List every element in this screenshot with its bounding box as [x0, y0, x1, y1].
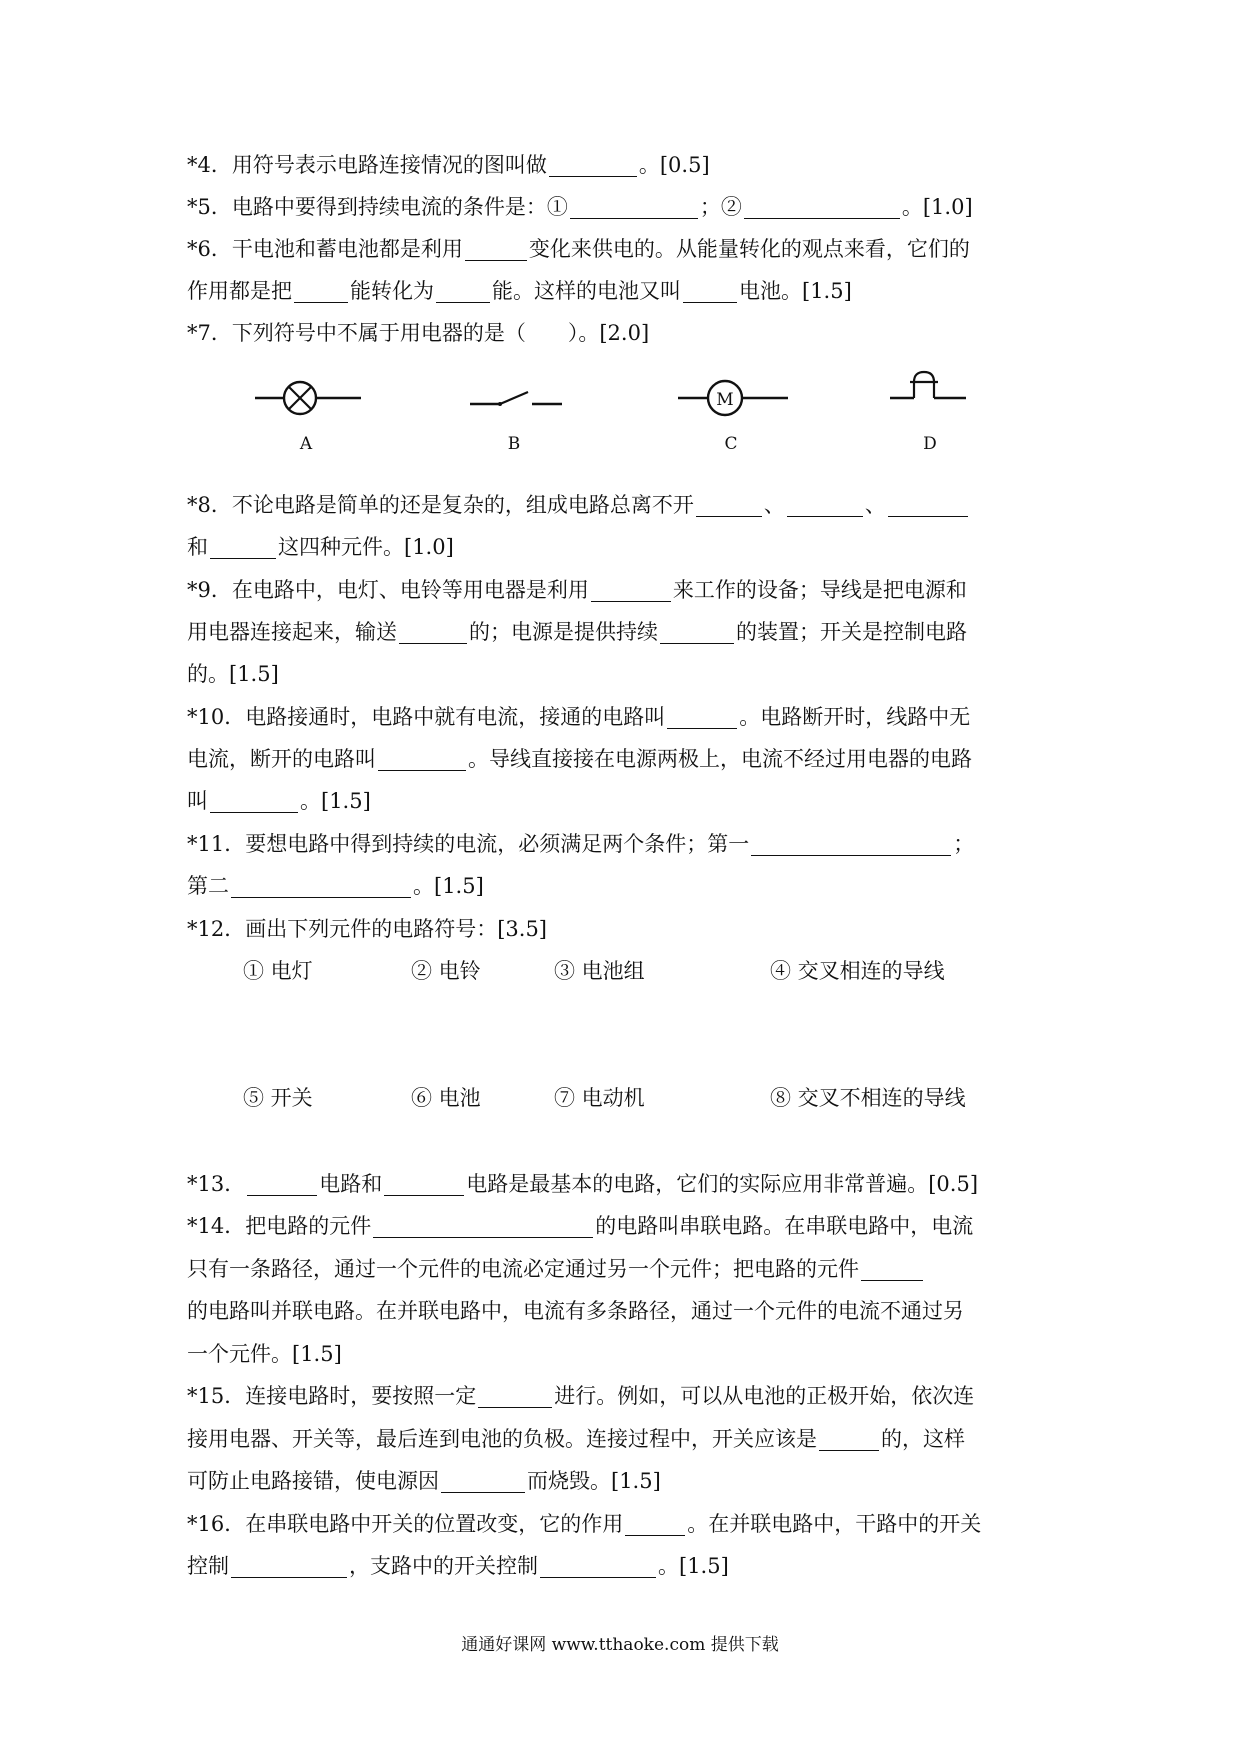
q10-text-6: 。[1.5] — [300, 789, 371, 813]
page-footer: 通通好课网 www.tthaoke.com 提供下载 — [461, 1635, 779, 1655]
q11-blank-2 — [231, 871, 411, 898]
q16-text-2: 。在并联电路中，干路中的开关 — [687, 1512, 982, 1536]
q11-text-4: 。[1.5] — [413, 874, 484, 898]
q16-blank-3 — [540, 1551, 656, 1578]
q13-blank-2 — [384, 1169, 464, 1196]
q4-score: 。[0.5] — [638, 153, 710, 177]
question-14-line-1 — [187, 1206, 1057, 1246]
q15-text-1: *15．连接电路时，要按照一定 — [187, 1384, 477, 1408]
question-7 — [187, 313, 1057, 353]
question-10-line-1 — [187, 697, 1057, 737]
q8-text-1: *8．不论电路是简单的还是复杂的，组成电路总离不开 — [187, 493, 694, 517]
q14-blank-1 — [373, 1211, 593, 1238]
q11-text-2: ； — [953, 832, 975, 856]
q6-text-5: 能。这样的电池又叫 — [492, 279, 681, 303]
q12-title: *12．画出下列元件的电路符号：[3.5] — [187, 917, 548, 941]
question-8-line-2 — [187, 527, 1057, 567]
q8-blank-4 — [210, 532, 276, 559]
q5-blank-2 — [744, 192, 900, 219]
q13-text-1: 电路和 — [319, 1172, 383, 1196]
q5-sep: ；② — [699, 195, 742, 219]
q5-score: 。[1.0] — [901, 195, 973, 219]
q9-text-1: *9．在电路中，电灯、电铃等用电器是利用 — [187, 578, 589, 602]
q14-text-3: 只有一条路径，通过一个元件的电流必定通过另一个元件；把电路的元件 — [187, 1257, 859, 1281]
q6-text-4: 能转化为 — [350, 279, 434, 303]
q15-text-4: 的，这样 — [881, 1427, 965, 1451]
question-15-line-1 — [187, 1376, 1057, 1416]
question-12 — [187, 909, 1057, 949]
q12-option-8: ⑧ 交叉不相连的导线 — [770, 1086, 966, 1110]
question-5 — [187, 187, 1057, 227]
q10-blank-3 — [210, 786, 298, 813]
q12-option-2: ② 电铃 — [411, 959, 481, 983]
q11-text-3: 第二 — [187, 874, 229, 898]
q8-blank-1 — [696, 490, 762, 517]
symbol-label-c: C — [724, 434, 738, 454]
question-4 — [187, 145, 1057, 185]
q14-blank-2 — [861, 1254, 923, 1281]
q12-option-5: ⑤ 开关 — [243, 1086, 313, 1110]
question-8-line-1 — [187, 485, 1057, 525]
q11-blank-1 — [751, 829, 951, 856]
q12-option-6: ⑥ 电池 — [411, 1086, 481, 1110]
q11-text-1: *11．要想电路中得到持续的电流，必须满足两个条件；第一 — [187, 832, 750, 856]
q6-blank-1 — [465, 234, 527, 261]
q7-text: *7．下列符号中不属于用电器的是（ ）。[2.0] — [187, 321, 650, 345]
motor-symbol-icon — [678, 378, 792, 418]
question-11-line-1 — [187, 824, 1057, 864]
symbol-label-d: D — [923, 434, 937, 454]
q4-text: *4．用符号表示电路连接情况的图叫做 — [187, 153, 547, 177]
question-10-line-3 — [187, 781, 1057, 821]
q16-blank-1 — [625, 1509, 685, 1536]
question-14-line-2 — [187, 1249, 1057, 1289]
q15-blank-2 — [819, 1424, 879, 1451]
q10-blank-1 — [667, 702, 737, 729]
q10-blank-2 — [378, 744, 466, 771]
q6-text-2: 变化来供电的。从能量转化的观点来看，它们的 — [528, 237, 970, 261]
q10-text-1: *10．电路接通时，电路中就有电流，接通的电路叫 — [187, 705, 666, 729]
q9-text-3: 用电器连接起来，输送 — [187, 620, 397, 644]
q9-blank-2 — [399, 617, 467, 644]
symbol-label-b: B — [507, 434, 521, 454]
question-16-line-2 — [187, 1546, 1057, 1586]
q15-blank-1 — [478, 1381, 552, 1408]
q16-text-5: 。[1.5] — [658, 1554, 729, 1578]
q15-blank-3 — [441, 1466, 525, 1493]
motor-letter: M — [716, 390, 734, 410]
q15-text-5: 可防止电路接错，使电源因 — [187, 1469, 439, 1493]
q15-text-2: 进行。例如，可以从电池的正极开始，依次连 — [554, 1384, 975, 1408]
q4-blank — [549, 150, 637, 177]
question-6-line-2 — [187, 271, 1057, 311]
q12-option-1: ① 电灯 — [243, 959, 313, 983]
question-11-line-2 — [187, 866, 1057, 906]
q16-text-1: *16．在串联电路中开关的位置改变，它的作用 — [187, 1512, 624, 1536]
q13-num: *13． — [187, 1172, 246, 1196]
q9-text-4: 的；电源是提供持续 — [469, 620, 658, 644]
bell-symbol-icon — [890, 368, 970, 418]
q15-text-6: 而烧毁。[1.5] — [527, 1469, 661, 1493]
q14-text-5: 一个元件。[1.5] — [187, 1342, 342, 1366]
q15-text-3: 接用电器、开关等，最后连到电池的负极。连接过程中，开关应该是 — [187, 1427, 817, 1451]
q16-text-3: 控制 — [187, 1554, 229, 1578]
q9-text-2: 来工作的设备；导线是把电源和 — [672, 578, 967, 602]
q6-blank-2 — [294, 276, 348, 303]
question-6-line-1 — [187, 229, 1057, 269]
circuit-symbols — [0, 360, 1240, 470]
q9-text-5: 的装置；开关是控制电路 — [736, 620, 967, 644]
q8-text-2: 和 — [187, 535, 208, 559]
q16-blank-2 — [231, 1551, 347, 1578]
q10-text-5: 叫 — [187, 789, 208, 813]
question-9-line-1 — [187, 570, 1057, 610]
q13-blank-1 — [247, 1169, 317, 1196]
switch-symbol-icon — [470, 378, 570, 418]
lamp-symbol-icon — [255, 378, 365, 418]
q10-text-3: 电流，断开的电路叫 — [187, 747, 376, 771]
q12-option-3: ③ 电池组 — [554, 959, 645, 983]
q8-text-3: 这四种元件。[1.0] — [278, 535, 454, 559]
q12-option-7: ⑦ 电动机 — [554, 1086, 645, 1110]
q16-text-4: ，支路中的开关控制 — [349, 1554, 538, 1578]
q6-blank-4 — [683, 276, 737, 303]
symbol-label-a: A — [299, 434, 313, 454]
question-9-line-2 — [187, 612, 1057, 652]
q14-text-1: *14．把电路的元件 — [187, 1214, 372, 1238]
q14-text-2: 的电路叫串联电路。在串联电路中，电流 — [595, 1214, 974, 1238]
q6-text-1: *6．干电池和蓄电池都是利用 — [187, 237, 463, 261]
q5-blank-1 — [570, 192, 698, 219]
q10-text-2: 。电路断开时，线路中无 — [739, 705, 971, 729]
q8-sep-1: 、 — [763, 493, 785, 517]
q8-blank-3 — [888, 490, 968, 517]
question-14-line-4 — [187, 1334, 1057, 1374]
question-15-line-2 — [187, 1419, 1057, 1459]
q9-blank-1 — [591, 575, 671, 602]
q6-text-3: 作用都是把 — [187, 279, 292, 303]
q13-text-2: 电路是最基本的电路，它们的实际应用非常普遍。[0.5] — [466, 1172, 979, 1196]
question-13 — [187, 1164, 1057, 1204]
question-16-line-1 — [187, 1504, 1057, 1544]
question-15-line-3 — [187, 1461, 1057, 1501]
q6-text-6: 电池。[1.5] — [739, 279, 852, 303]
q8-blank-2 — [787, 490, 863, 517]
q9-text-6: 的。[1.5] — [187, 662, 279, 686]
question-10-line-2 — [187, 739, 1057, 779]
q12-option-4: ④ 交叉相连的导线 — [770, 959, 945, 983]
q5-text: *5．电路中要得到持续电流的条件是：① — [187, 195, 568, 219]
q6-blank-3 — [436, 276, 490, 303]
q10-text-4: 。导线直接接在电源两极上，电流不经过用电器的电路 — [468, 747, 972, 771]
q14-text-4: 的电路叫并联电路。在并联电路中，电流有多条路径，通过一个元件的电流不通过另 — [187, 1299, 964, 1323]
q8-sep-2: 、 — [864, 493, 886, 517]
question-9-line-3 — [187, 654, 1057, 694]
question-14-line-3 — [187, 1291, 1057, 1331]
q9-blank-3 — [660, 617, 734, 644]
